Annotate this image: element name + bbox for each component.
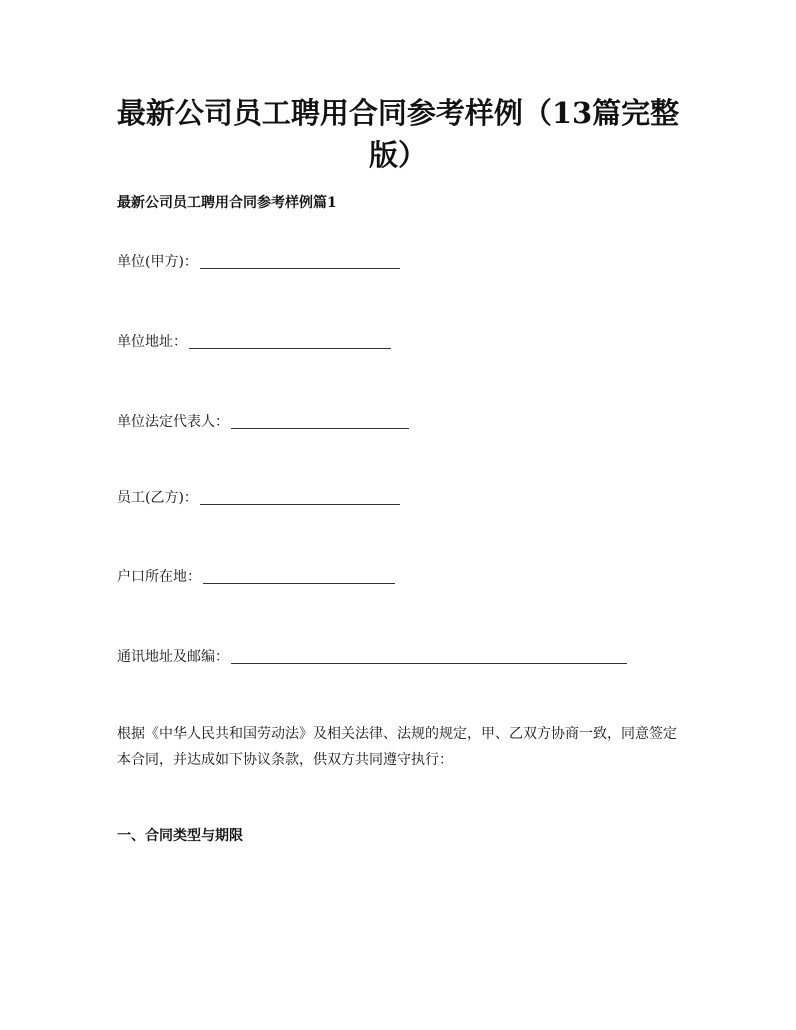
section-title: 最新公司员工聘用合同参考样例篇1 (117, 195, 337, 211)
field-contact-address (117, 647, 627, 667)
field-employer-address (117, 332, 391, 352)
document-title: 最新公司员工聘用合同参考样例（13篇完整版） (116, 96, 680, 172)
field-employee-blank (200, 490, 400, 505)
field-contact-address-label: 通讯地址及邮编： (117, 649, 229, 665)
field-legal-representative-label: 单位法定代表人： (117, 414, 229, 430)
field-employer-blank (200, 254, 400, 269)
clause-heading: 一、合同类型与期限 (117, 828, 243, 844)
field-contact-address-blank (231, 649, 627, 664)
intro-paragraph: 根据《中华人民共和国劳动法》及相关法律、法规的规定，甲、乙双方协商一致，同意签定本合同，并达成如下协议条款，供双方共同遵守执行： (117, 726, 677, 768)
field-employer-address-blank (189, 334, 391, 349)
field-legal-representative (117, 412, 409, 432)
field-employee (117, 488, 400, 508)
field-employer-address-label: 单位地址： (117, 334, 187, 350)
field-employer (117, 252, 400, 272)
field-employee-label: 员工(乙方)： (117, 490, 198, 506)
field-employer-label: 单位(甲方)： (117, 254, 198, 270)
field-legal-representative-blank (231, 414, 409, 429)
field-household-registration-blank (203, 569, 395, 584)
field-household-registration (117, 567, 395, 587)
field-household-registration-label: 户口所在地： (117, 569, 201, 585)
